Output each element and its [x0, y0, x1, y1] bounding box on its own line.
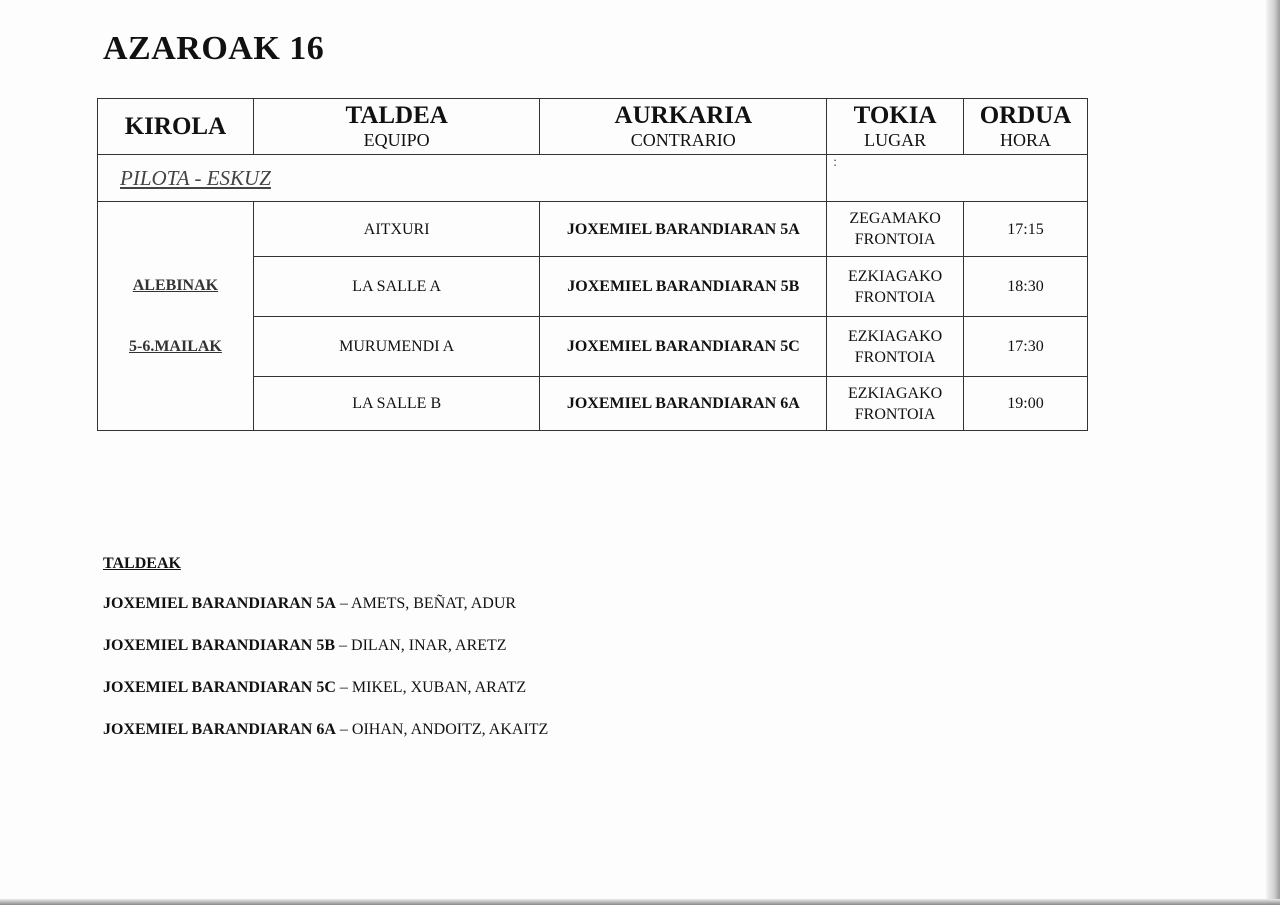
team-members: – OIHAN, ANDOITZ, AKAITZ	[335, 721, 549, 738]
header-row	[98, 99, 1088, 155]
team-cell: AITXURI	[253, 202, 540, 257]
team-name: JOXEMIEL BARANDIARAN 6A	[103, 721, 336, 738]
category-level: ALEBINAK	[132, 277, 219, 294]
time-cell: 17:15	[964, 202, 1088, 257]
time-cell: 19:00	[964, 377, 1088, 431]
header-kirola: KIROLA	[98, 99, 254, 155]
team-name: JOXEMIEL BARANDIARAN 5A	[103, 595, 336, 612]
sport-row	[98, 155, 1088, 202]
team-cell: MURUMENDI A	[253, 317, 540, 377]
page-bottom-edge	[0, 899, 1280, 905]
header-aurkaria: AURKARIA CONTRARIO	[540, 99, 827, 155]
time-cell: 17:30	[964, 317, 1088, 377]
opponent-cell: JOXEMIEL BARANDIARAN 5B	[540, 257, 827, 317]
team-name: JOXEMIEL BARANDIARAN 5C	[103, 679, 336, 696]
team-line	[103, 719, 548, 740]
team-line	[103, 635, 548, 656]
time-cell: 18:30	[964, 257, 1088, 317]
team-cell: LA SALLE A	[253, 257, 540, 317]
sport-label: PILOTA - ESKUZ	[98, 155, 827, 202]
teams-title: TALDEAK	[103, 555, 181, 572]
header-ordua: ORDUA HORA	[964, 99, 1088, 155]
opponent-cell: JOXEMIEL BARANDIARAN 5C	[540, 317, 827, 377]
teams-section	[103, 553, 548, 761]
team-line	[103, 677, 548, 698]
place-cell: EZKIAGAKO FRONTOIA	[827, 317, 964, 377]
team-members: – MIKEL, XUBAN, ARATZ	[335, 679, 527, 696]
place-cell: EZKIAGAKO FRONTOIA	[827, 377, 964, 431]
team-members: – AMETS, BEÑAT, ADUR	[335, 595, 517, 612]
schedule-table	[97, 98, 1088, 431]
category-cell	[98, 202, 254, 431]
team-line	[103, 593, 548, 614]
table-row	[98, 202, 1088, 257]
header-taldea: TALDEA EQUIPO	[253, 99, 540, 155]
team-name: JOXEMIEL BARANDIARAN 5B	[103, 637, 336, 654]
team-cell: LA SALLE B	[253, 377, 540, 431]
page-right-edge	[1266, 0, 1280, 905]
sport-note: :	[827, 155, 1088, 202]
opponent-cell: JOXEMIEL BARANDIARAN 6A	[540, 377, 827, 431]
page-title: AZAROAK 16	[103, 30, 325, 67]
header-tokia: TOKIA LUGAR	[827, 99, 964, 155]
category-grade: 5-6.MAILAK	[128, 338, 222, 355]
place-cell: EZKIAGAKO FRONTOIA	[827, 257, 964, 317]
place-cell: ZEGAMAKO FRONTOIA	[827, 202, 964, 257]
team-members: – DILAN, INAR, ARETZ	[335, 637, 507, 654]
opponent-cell: JOXEMIEL BARANDIARAN 5A	[540, 202, 827, 257]
